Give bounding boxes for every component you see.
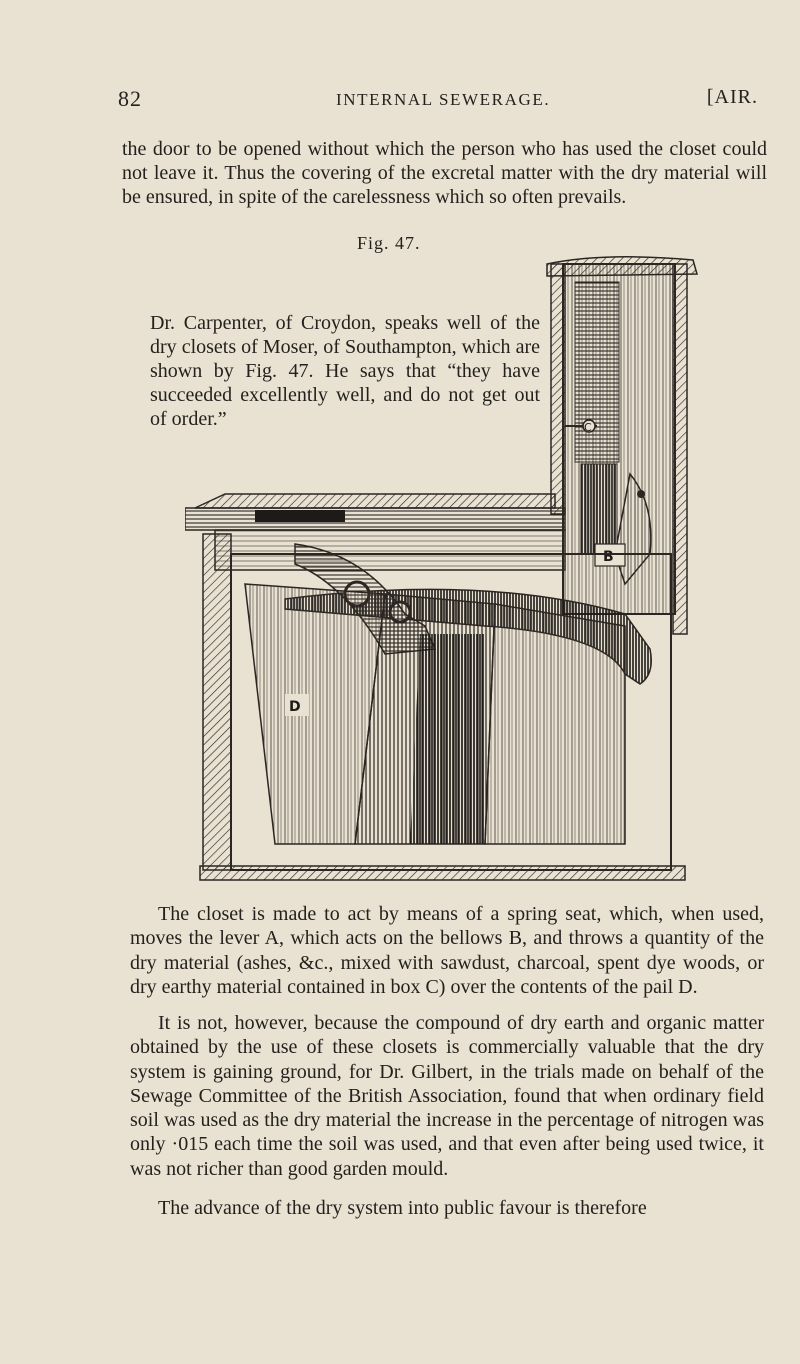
label-b: B [603,549,614,565]
paragraph-mechanism: The closet is made to act by means of a spring seat, which, when used, moves the lever A, which acts on the bellows B, and throws a quantity of the dry material (ashes, &c., mixed with sawdust, charcoal, spent dye woods, or dry earthy material contained in box C) over the contents of the pail D. [130,903,764,998]
paragraph-gilbert-trials: It is not, however, because the compound of dry earth and organic matter obtained by the use of these closets is commercially valuable that the dry system is gaining ground, for Dr. Gilbert, in the trials made on behalf of the Sewage Committee of the British Association, found that when ordinary field soil was used as the dry material the increase in the percentage of nitrogen was only ·015 each time the soil was used, and that even after being used twice, it was not richer than good garden mould. [130,1012,764,1180]
page-header [118,86,758,116]
intro-paragraph: the door to be opened without which the person who has used the closet could not leave it. Thus the covering of the excretal matter with the dry material will be ensured, in spite of the carelessness which so often prevails. [122,138,767,208]
carpenter-quote: Dr. Carpenter, of Croydon, speaks well of the dry closets of Moser, of Southampton, which are shown by Fig. 47. He says that “they have succeeded excellently well, and do not get out of order.” [150,312,540,430]
paragraph-advance: The advance of the dry system into public favour is therefore [158,1197,647,1219]
box-c [547,257,697,634]
label-c: C [584,421,592,434]
page-number: 82 [118,86,142,111]
label-d: D [289,699,301,715]
closet-seat [185,494,565,570]
figure-caption: Fig. 47. [357,233,421,253]
section-reference: [AIR. [706,86,758,108]
running-title: INTERNAL SEWERAGE. [336,90,551,109]
